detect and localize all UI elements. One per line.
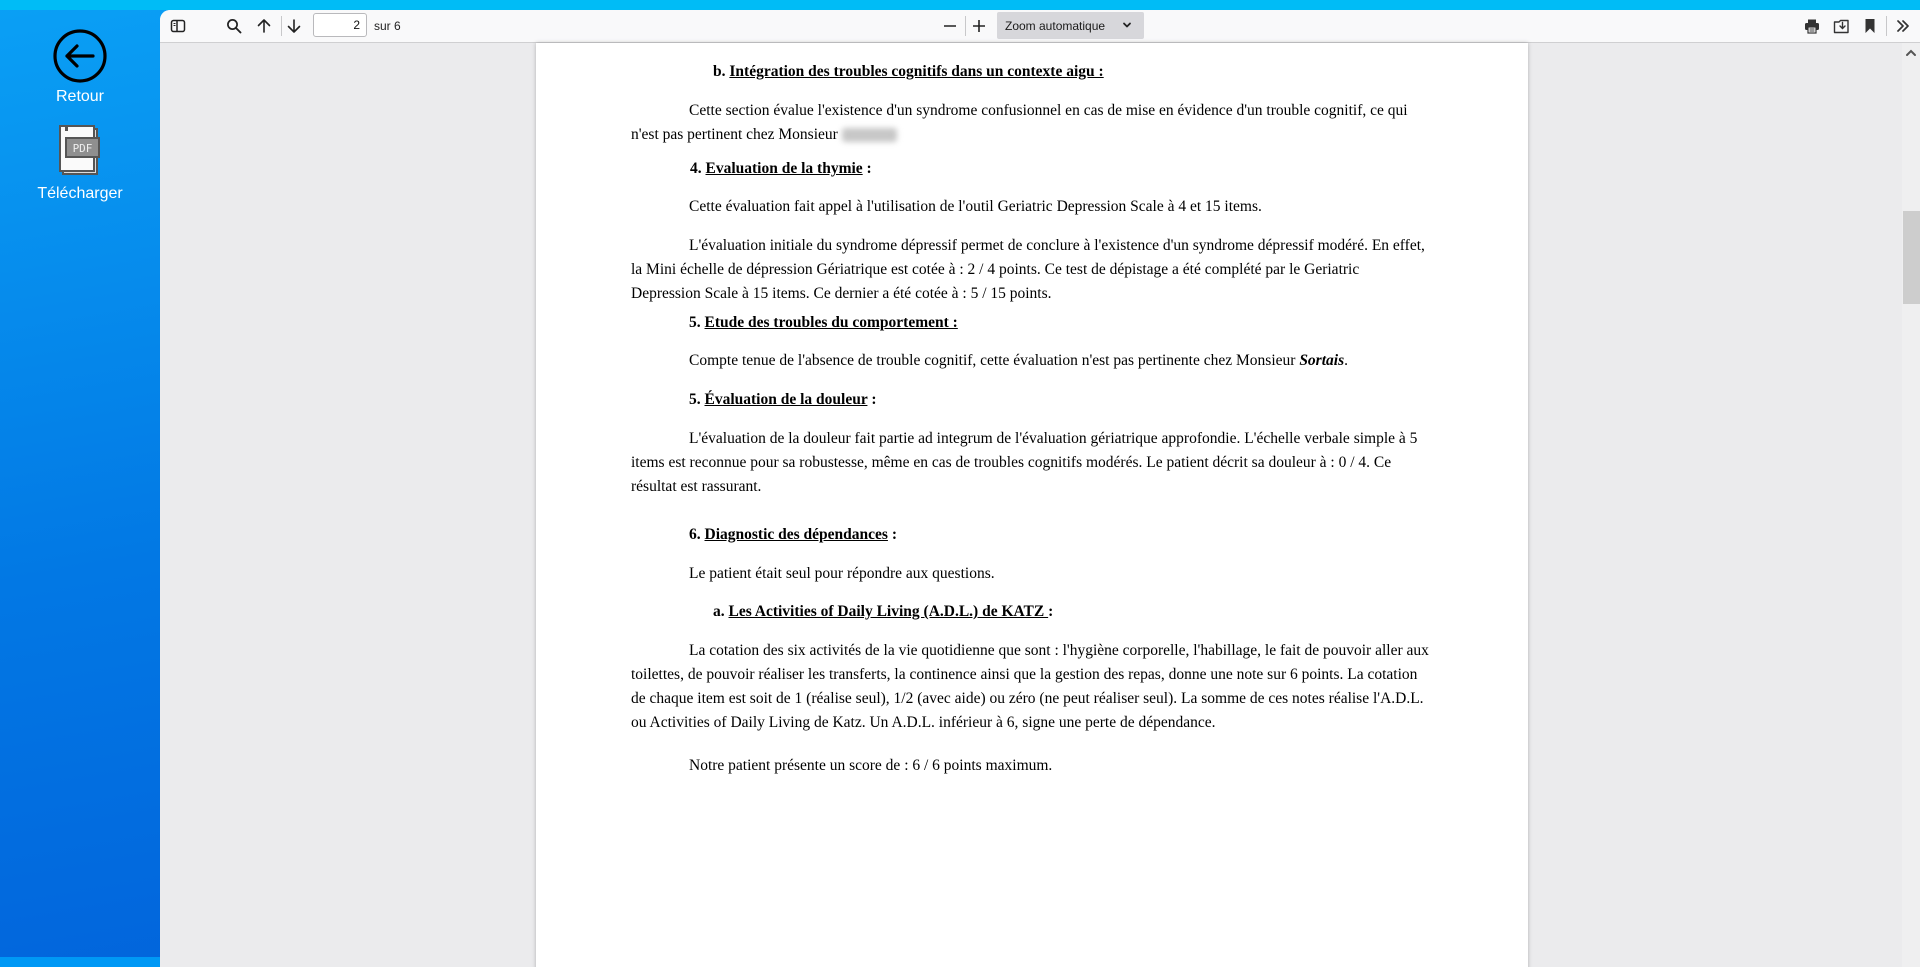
heading-4-thymie: 4. Evaluation de la thymie : [690,160,872,177]
paragraph-patient-seul: Le patient était seul pour répondre aux questions. [689,565,995,582]
pdf-file-icon [58,125,102,177]
find-button[interactable] [222,14,246,38]
page-count-label: sur 6 [374,19,401,33]
scrollbar-thumb[interactable] [1903,211,1920,304]
sidebar-toggle-icon [170,18,186,34]
scroll-up-arrow-icon[interactable] [1904,46,1918,60]
previous-page-button[interactable] [252,14,276,38]
download-button[interactable] [0,125,160,203]
printer-icon [1804,18,1820,34]
paragraph-integration: Cette section évalue l'existence d'un syndrome confusionnel en cas de mise en évidence d'un trouble cognitif, ce qui n'est pas pertinent chez Monsieur [631,102,1408,143]
next-page-button[interactable] [282,14,306,38]
heading-a-katz: a. Les Activities of Daily Living (A.D.L.) de KATZ : [713,603,1054,620]
arrow-down-icon [286,18,302,34]
zoom-select-value: Zoom automatique [1005,18,1106,33]
paragraph-gds-tool: Cette évaluation fait appel à l'utilisation de l'outil Geriatric Depression Scale à 4 et 15 items. [689,198,1262,215]
sidebar-toggle-button[interactable] [166,14,190,38]
bottom-accent-strip [0,957,160,967]
arrow-up-icon [256,18,272,34]
back-button[interactable] [0,28,160,106]
paragraph-comportement: Compte tenue de l'absence de trouble cognitif, cette évaluation n'est pas pertinente chez Monsieur Sortais. [689,352,1348,369]
page-number-input[interactable] [313,13,367,37]
zoom-out-button[interactable] [938,14,962,38]
zoom-select[interactable] [997,12,1144,39]
viewer-toolbar [160,10,1920,43]
chevron-down-icon [1122,20,1132,30]
heading-5-douleur: 5. Évaluation de la douleur : [689,391,877,408]
toolbar-separator [1886,16,1887,36]
arrow-left-circle-icon [52,28,108,84]
pdf-page [536,43,1528,967]
bookmark-icon [1864,18,1876,34]
heading-5-comportement: 5. Etude des troubles du comportement : [689,314,958,331]
paragraph-adl-score: Notre patient présente un score de : 6 / 6 points maximum. [689,757,1053,774]
tools-button[interactable] [1891,14,1915,38]
paragraph-douleur: L'évaluation de la douleur fait partie ad integrum de l'évaluation gériatrique approfondie. L'échelle verbale simple à 5 items est reconnue pour sa robustesse, même en cas de troubles cognitifs modérés. Le patient décrit sa douleur à : 0 / 4. Ce résultat est rassurant. [631,430,1418,495]
double-chevron-right-icon [1895,18,1911,34]
plus-icon [971,18,987,34]
redacted-name [842,128,897,142]
search-icon [226,18,242,34]
pdf-viewer [160,10,1920,967]
svg-text:PDF: PDF [72,142,93,155]
top-accent-strip [0,0,1920,10]
toolbar-separator [965,16,966,36]
paragraph-adl-description: La cotation des six activités de la vie quotidienne que sont : l'hygiène corporelle, l'habillage, le fait de pouvoir aller aux toilettes, de pouvoir réaliser les transferts, la continence ainsi que la gestion des repas, donne une note sur 6 points. La cotation de chaque item est soit de 1 (réalise seul), 1/2 (avec aide) ou zéro (ne peut réaliser seul). La somme de ces notes réalise l'A.D.L. ou Activities of Daily Living de Katz. Un A.D.L. inférieur à 6, signe une perte de dépendance. [631,642,1429,731]
vertical-scrollbar[interactable] [1902,43,1920,967]
bookmark-button[interactable] [1858,14,1882,38]
minus-icon [942,18,958,34]
back-label: Retour [55,88,105,105]
print-button[interactable] [1800,14,1824,38]
paragraph-gds-results: L'évaluation initiale du syndrome dépressif permet de conclure à l'existence d'un syndrome dépressif modéré. En effet, la Mini échelle de dépression Gériatrique est cotée à : 2 / 4 points. Ce test de dépistage a été complété par le Geriatric Depression Scale à 15 items. Ce dernier a été cotée à : 5 / 15 points. [631,237,1425,302]
save-download-icon [1833,18,1850,34]
heading-6-dependances: 6. Diagnostic des dépendances : [689,526,897,543]
download-label: Télécharger [37,185,123,202]
save-button[interactable] [1829,14,1853,38]
heading-b-integration: b. Intégration des troubles cognitifs dans un contexte aigu : [713,63,1104,80]
zoom-in-button[interactable] [967,14,991,38]
